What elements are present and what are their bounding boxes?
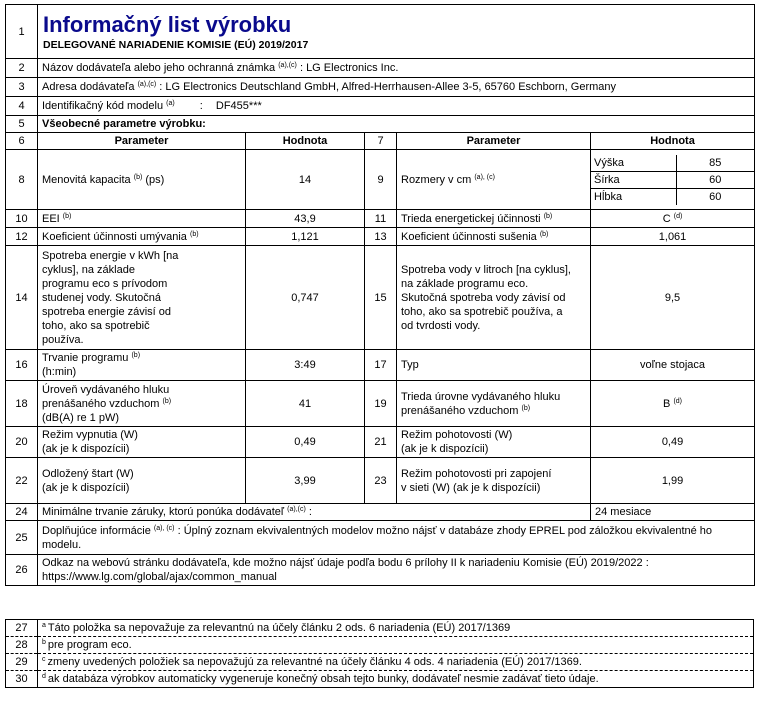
eei-label: EEI xyxy=(42,212,60,225)
water-consumption-label: Spotreba vody v litroch [na cyklus], na základe programu eco. Skutočná spotreba vody závisí od toho, ako sa spotrebič používa, a od tvrdosti vody. xyxy=(397,246,591,350)
footnote-cell xyxy=(38,620,754,637)
depth-label: Hĺbka xyxy=(591,188,676,205)
footnote-ref: (b) xyxy=(521,404,531,412)
noise-label: Úroveň vydávaného hluku xyxy=(42,383,170,396)
footnote-cell xyxy=(38,671,754,688)
width-value: 60 xyxy=(676,171,754,188)
standby-label-cell xyxy=(397,427,591,458)
wash-label: Koeficient účinnosti umývania xyxy=(42,230,187,243)
footnote-row xyxy=(6,654,754,671)
row-number: 27 xyxy=(6,620,38,637)
header-cell xyxy=(38,5,755,59)
row-number: 29 xyxy=(6,654,38,671)
row-number: 26 xyxy=(6,555,38,586)
col-header-value: Hodnota xyxy=(591,133,755,150)
supplier-address-row xyxy=(38,78,755,97)
row-number: 11 xyxy=(365,210,397,228)
network-standby-label-cell xyxy=(397,458,591,504)
delay-start-label-cell xyxy=(38,458,246,504)
weblink-cell xyxy=(38,555,755,586)
warranty-sep: : xyxy=(308,506,312,518)
standby-label: Režim pohotovosti (W) xyxy=(401,429,513,441)
page-title: Informačný list výrobku xyxy=(43,11,292,37)
row-number: 23 xyxy=(365,458,397,504)
footnote-text: ak databáza výrobkov automaticky vygeneruje konečný obsah tejto bunky, dodávateľ nesmie zadávať tieto údaje. xyxy=(47,673,599,685)
footnote-mark: a xyxy=(42,622,46,629)
row-number: 12 xyxy=(6,228,38,246)
model-id-sep: : xyxy=(199,100,203,112)
type-label: Typ xyxy=(397,350,591,381)
row-number: 7 xyxy=(365,133,397,150)
row-number: 10 xyxy=(6,210,38,228)
footnote-row xyxy=(6,620,754,637)
row-number: 8 xyxy=(6,150,38,210)
additional-info-text: : Úplný zoznam ekvivalentných modelov možno nájsť v databáze zhody EPREL pod záložkou ekvivalentné ho modelu. xyxy=(42,524,713,551)
additional-info-label: Doplňujúce informácie xyxy=(42,524,151,537)
supplier-name-label: Názov dodávateľa alebo jeho ochranná známka xyxy=(42,62,276,74)
col-header-value: Hodnota xyxy=(246,133,365,150)
row-number: 2 xyxy=(6,59,38,78)
footnote-ref: (a), (c) xyxy=(474,173,495,181)
off-mode-value: 0,49 xyxy=(246,427,365,458)
dimensions-cell xyxy=(591,150,755,210)
footnote-ref: (b) xyxy=(62,212,72,220)
energy-consumption-value: 0,747 xyxy=(246,246,365,350)
footnote-mark: c xyxy=(42,656,46,663)
energy-class-label: Trieda energetickej účinnosti xyxy=(401,212,541,225)
warranty-label: Minimálne trvanie záruky, ktorú ponúka dodávateľ xyxy=(42,506,285,518)
noise-class-cell xyxy=(591,381,755,427)
noise-class-label-2: prenášaného vzduchom xyxy=(401,404,519,417)
footnote-ref: (a) xyxy=(166,100,175,107)
width-label: Šírka xyxy=(591,171,676,188)
delay-start-note: (ak je k dispozícii) xyxy=(42,481,130,494)
footnote-ref: (a), (c) xyxy=(153,524,175,532)
supplier-name-value: : LG Electronics Inc. xyxy=(299,62,399,74)
row-number: 18 xyxy=(6,381,38,427)
off-mode-label-cell xyxy=(38,427,246,458)
noise-unit: (dB(A) re 1 pW) xyxy=(42,411,120,424)
network-standby-label: Režim pohotovosti pri zapojení xyxy=(401,467,552,480)
row-number: 6 xyxy=(6,133,38,150)
energy-class-label-cell xyxy=(397,210,591,228)
standby-note: (ak je k dispozícii) xyxy=(401,443,489,455)
model-id-label: Identifikačný kód modelu xyxy=(42,100,164,112)
warranty-value: 24 mesiace xyxy=(591,504,755,521)
row-number: 28 xyxy=(6,637,38,654)
footnote-ref: (b) xyxy=(133,173,143,181)
water-consumption-value: 9,5 xyxy=(591,246,755,350)
dry-label-cell xyxy=(397,228,591,246)
network-standby-value: 1,99 xyxy=(591,458,755,504)
footnote-cell xyxy=(38,654,754,671)
dry-value: 1,061 xyxy=(591,228,755,246)
row-number: 19 xyxy=(365,381,397,427)
row-number: 4 xyxy=(6,97,38,116)
row-number: 16 xyxy=(6,350,38,381)
off-mode-note: (ak je k dispozícii) xyxy=(42,443,130,455)
footnote-text: pre program eco. xyxy=(47,639,132,651)
supplier-name-row xyxy=(38,59,755,78)
duration-unit: (h:min) xyxy=(42,366,77,378)
dimensions-label: Rozmery v cm xyxy=(401,173,472,186)
additional-info-cell xyxy=(38,521,755,555)
section-general-heading: Všeobecné parametre výrobku: xyxy=(38,116,755,133)
type-value: voľne stojaca xyxy=(591,350,755,381)
footnote-mark: d xyxy=(42,673,46,680)
footnote-ref: (b) xyxy=(539,230,549,238)
footnote-row xyxy=(6,671,754,688)
page-subtitle: DELEGOVANÉ NARIADENIE KOMISIE (EÚ) 2019/2017 xyxy=(43,38,309,51)
row-number: 24 xyxy=(6,504,38,521)
footnotes-table xyxy=(5,619,754,688)
delay-start-label: Odložený štart (W) xyxy=(42,467,134,480)
footnote-mark: b xyxy=(42,639,46,646)
model-id-value: DF455*** xyxy=(215,100,262,112)
depth-value: 60 xyxy=(709,190,722,203)
col-header-parameter: Parameter xyxy=(38,133,246,150)
height-label: Výška xyxy=(591,155,676,172)
wash-label-cell xyxy=(38,228,246,246)
wash-value: 1,121 xyxy=(246,228,365,246)
dimensions-table xyxy=(591,155,754,205)
row-number: 13 xyxy=(365,228,397,246)
row-number: 1 xyxy=(6,5,38,59)
footnote-ref: (d) xyxy=(673,212,683,220)
row-number: 5 xyxy=(6,116,38,133)
capacity-unit: (ps) xyxy=(145,173,165,186)
noise-label-2: prenášaného vzduchom xyxy=(42,397,160,410)
network-standby-note: v sieti (W) (ak je k dispozícii) xyxy=(401,481,541,494)
footnote-ref: (b) xyxy=(189,230,199,238)
standby-value: 0,49 xyxy=(591,427,755,458)
row-number: 25 xyxy=(6,521,38,555)
row-number: 22 xyxy=(6,458,38,504)
noise-value: 41 xyxy=(246,381,365,427)
footnote-ref: (b) xyxy=(543,212,553,220)
model-id-row xyxy=(38,97,755,116)
row-number: 15 xyxy=(365,246,397,350)
col-header-parameter: Parameter xyxy=(397,133,591,150)
dry-label: Koeficient účinnosti sušenia xyxy=(401,230,537,243)
footnote-ref: (b) xyxy=(162,397,172,405)
supplier-address-value: : LG Electronics Deutschland GmbH, Alfred-Herrhausen-Allee 3-5, 65760 Eschborn, Germany xyxy=(159,81,617,93)
off-mode-label: Režim vypnutia (W) xyxy=(42,429,138,441)
eei-label-cell xyxy=(38,210,246,228)
duration-value: 3:49 xyxy=(246,350,365,381)
row-number: 3 xyxy=(6,78,38,97)
product-info-table xyxy=(5,4,755,586)
footnote-ref: (a),(c) xyxy=(278,62,297,69)
footnote-ref: (b) xyxy=(131,352,141,359)
footnote-cell xyxy=(38,637,754,654)
height-value: 85 xyxy=(676,155,754,172)
energy-class-value: C xyxy=(662,212,671,225)
capacity-label-cell xyxy=(38,150,246,210)
row-number: 21 xyxy=(365,427,397,458)
noise-label-cell xyxy=(38,381,246,427)
noise-class-value: B xyxy=(663,397,671,410)
footnote-ref: (a),(c) xyxy=(137,81,157,88)
row-number: 30 xyxy=(6,671,38,688)
eei-value: 43,9 xyxy=(246,210,365,228)
row-number: 9 xyxy=(365,150,397,210)
manual-link[interactable]: https://www.lg.com/global/ajax/common_manual xyxy=(42,571,277,583)
duration-label: Trvanie programu xyxy=(42,352,129,364)
footnote-ref: (a),(c) xyxy=(287,506,306,513)
dimensions-label-cell xyxy=(397,150,591,210)
footnote-text: Táto položka sa nepovažuje za relevantnú na účely článku 2 ods. 6 nariadenia (EÚ) 2017/1369 xyxy=(47,622,511,634)
capacity-value: 14 xyxy=(246,150,365,210)
warranty-label-cell xyxy=(38,504,591,521)
capacity-label: Menovitá kapacita xyxy=(42,173,131,186)
delay-start-value: 3,99 xyxy=(246,458,365,504)
row-number: 14 xyxy=(6,246,38,350)
row-number: 20 xyxy=(6,427,38,458)
supplier-address-label: Adresa dodávateľa xyxy=(42,81,135,93)
energy-class-cell xyxy=(591,210,755,228)
noise-class-label: Trieda úrovne vydávaného hluku xyxy=(401,390,561,403)
weblink-text: Odkaz na webovú stránku dodávateľa, kde možno nájsť údaje podľa bodu 6 prílohy II k nariadeniu Komisie (EÚ) 2019/2022 : xyxy=(42,557,649,569)
footnote-row xyxy=(6,637,754,654)
energy-consumption-label: Spotreba energie v kWh [na cyklus], na základe programu eco s prívodom studenej vody. Skutočná spotreba energie závisí od toho, ako sa spotrebič používa. xyxy=(38,246,246,350)
footnote-ref: (d) xyxy=(673,397,683,405)
duration-label-cell xyxy=(38,350,246,381)
noise-class-label-cell xyxy=(397,381,591,427)
footnote-text: zmeny uvedených položiek sa nepovažujú za relevantné na účely článku 4 ods. 4 nariadenia (EÚ) 2017/1369. xyxy=(47,656,582,668)
row-number: 17 xyxy=(365,350,397,381)
